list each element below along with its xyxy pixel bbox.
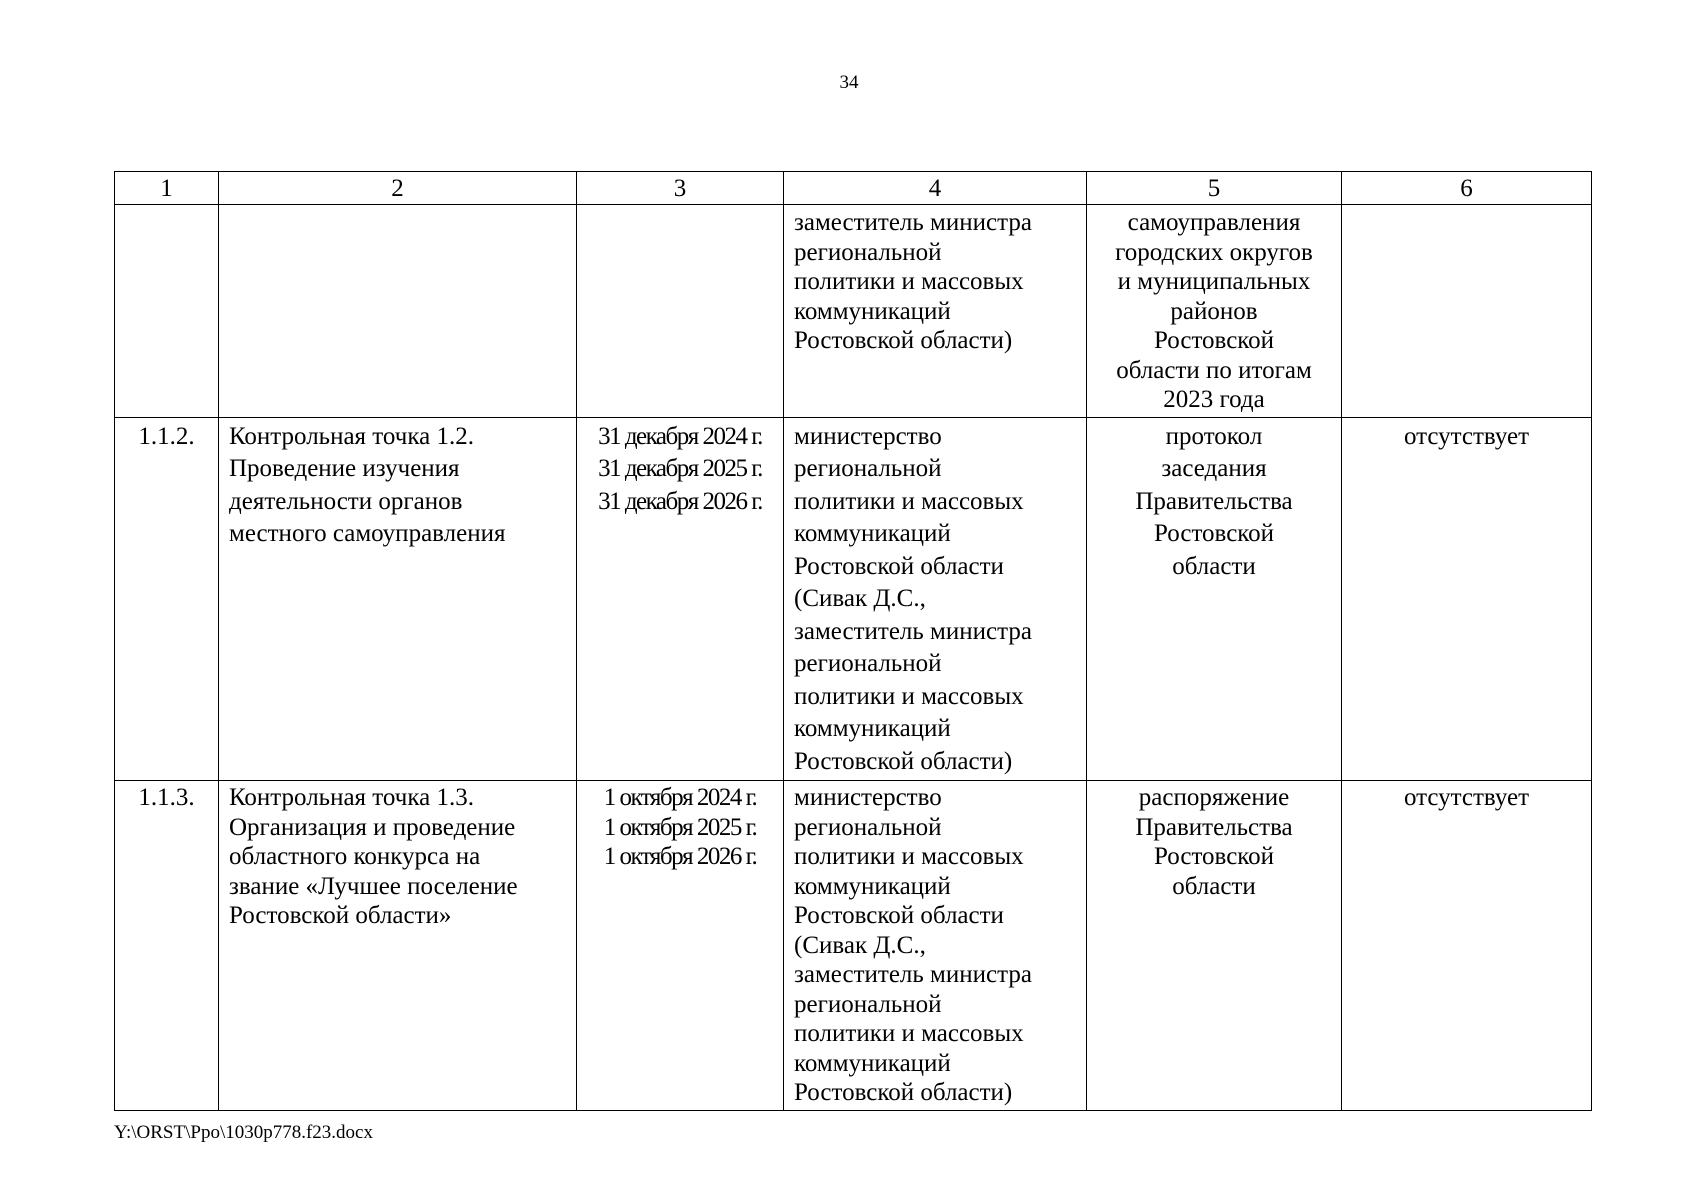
document-line: Правительства [1135, 813, 1293, 841]
header-cell: 1 [115, 172, 219, 205]
info-system-cell: отсутствует [1342, 417, 1592, 781]
control-point-line: Контрольная точка 1.3. [229, 784, 474, 811]
document-line: протокол [1165, 422, 1263, 450]
responsible-line: коммуникаций [794, 520, 951, 547]
date-line: 31 декабря 2026 г. [598, 487, 762, 515]
table-header-row [115, 172, 1592, 205]
document-line: Правительства [1135, 487, 1293, 515]
row-number-cell [115, 205, 219, 418]
document-table [114, 171, 1592, 1111]
control-point-line: Организация и проведение [229, 813, 516, 841]
responsible-line: коммуникаций [794, 1049, 951, 1077]
responsible-line: региональной [794, 238, 942, 266]
responsible-line: министерство [794, 422, 942, 450]
control-point-line: Контрольная точка 1.2. [229, 422, 474, 450]
responsible-cell [784, 205, 1087, 418]
header-cell: 3 [577, 172, 784, 205]
responsible-line: Ростовской области) [794, 747, 1013, 775]
responsible-line: политики и массовых [794, 268, 1024, 295]
date-line: 1 октября 2026 г. [603, 843, 757, 870]
responsible-cell [784, 781, 1087, 1111]
responsible-line: министерство [794, 784, 942, 811]
dates-cell [577, 205, 784, 418]
table-row [115, 417, 1592, 781]
control-point-line: Ростовской области» [229, 902, 452, 929]
responsible-line: коммуникаций [794, 715, 951, 742]
dates-cell [577, 417, 784, 781]
control-point-line: звание «Лучшее поселение [229, 872, 518, 900]
date-line: 1 октября 2024 г. [603, 784, 757, 811]
document-line: 2023 года [1163, 386, 1265, 413]
header-cell: 6 [1342, 172, 1592, 205]
document-line: распоряжение [1138, 784, 1290, 811]
date-line: 1 октября 2025 г. [603, 813, 757, 841]
responsible-line: Ростовской области) [794, 327, 1013, 354]
responsible-line: региональной [794, 650, 942, 677]
responsible-line: политики и массовых [794, 1020, 1024, 1047]
document-line: области [1172, 552, 1256, 580]
responsible-line: (Сивак Д.С., [794, 585, 926, 612]
control-point-line: областного конкурса на [229, 843, 481, 870]
document-type-cell [1087, 205, 1342, 418]
responsible-line: коммуникаций [794, 297, 951, 325]
control-point-line: деятельности органов [229, 487, 463, 515]
header-cell: 5 [1087, 172, 1342, 205]
date-line: 31 декабря 2024 г. [598, 422, 762, 450]
responsible-line: политики и массовых [794, 682, 1024, 710]
row-number-cell: 1.1.2. [115, 417, 219, 781]
responsible-line: заместитель министра [794, 209, 1032, 236]
responsible-line: заместитель министра [794, 961, 1032, 988]
responsible-line: региональной [794, 990, 942, 1018]
responsible-line: Ростовской области [794, 552, 1004, 580]
responsible-line: региональной [794, 813, 942, 841]
control-point-line: Проведение изучения [229, 455, 460, 482]
row-number-cell: 1.1.3. [115, 781, 219, 1111]
document-type-cell [1087, 417, 1342, 781]
document-line: области [1172, 872, 1256, 900]
responsible-line: политики и массовых [794, 843, 1024, 870]
responsible-line: Ростовской области) [794, 1079, 1013, 1106]
document-line: и муниципальных [1117, 268, 1311, 295]
responsible-line: коммуникаций [794, 872, 951, 900]
header-cell: 4 [784, 172, 1087, 205]
document-line: городских округов [1115, 238, 1313, 266]
date-line: 31 декабря 2025 г. [598, 455, 762, 482]
page-number: 34 [839, 72, 859, 93]
table-row [115, 205, 1592, 418]
info-system-cell: отсутствует [1342, 781, 1592, 1111]
document-line: самоуправления [1127, 209, 1301, 236]
table-row [115, 781, 1592, 1111]
document-line: области по итогам [1116, 356, 1312, 384]
control-point-cell [219, 417, 577, 781]
info-system-cell [1342, 205, 1592, 418]
responsible-line: (Сивак Д.С., [794, 931, 926, 959]
document-line: районов [1170, 297, 1258, 325]
responsible-line: заместитель министра [794, 617, 1032, 645]
document-line: Ростовской [1153, 843, 1275, 870]
document-line: Ростовской [1153, 327, 1275, 354]
dates-cell [577, 781, 784, 1111]
responsible-line: политики и массовых [794, 487, 1024, 515]
responsible-line: региональной [794, 455, 942, 482]
responsible-cell [784, 417, 1087, 781]
document-line: Ростовской [1153, 520, 1275, 547]
header-cell: 2 [219, 172, 577, 205]
control-point-cell [219, 781, 577, 1111]
responsible-line: Ростовской области [794, 902, 1004, 929]
document-type-cell [1087, 781, 1342, 1111]
control-point-line: местного самоуправления [229, 520, 506, 547]
control-point-cell [219, 205, 577, 418]
file-path-footer: Y:\ORST\Ppo\1030p778.f23.docx [114, 1122, 373, 1143]
document-line: заседания [1161, 455, 1267, 482]
